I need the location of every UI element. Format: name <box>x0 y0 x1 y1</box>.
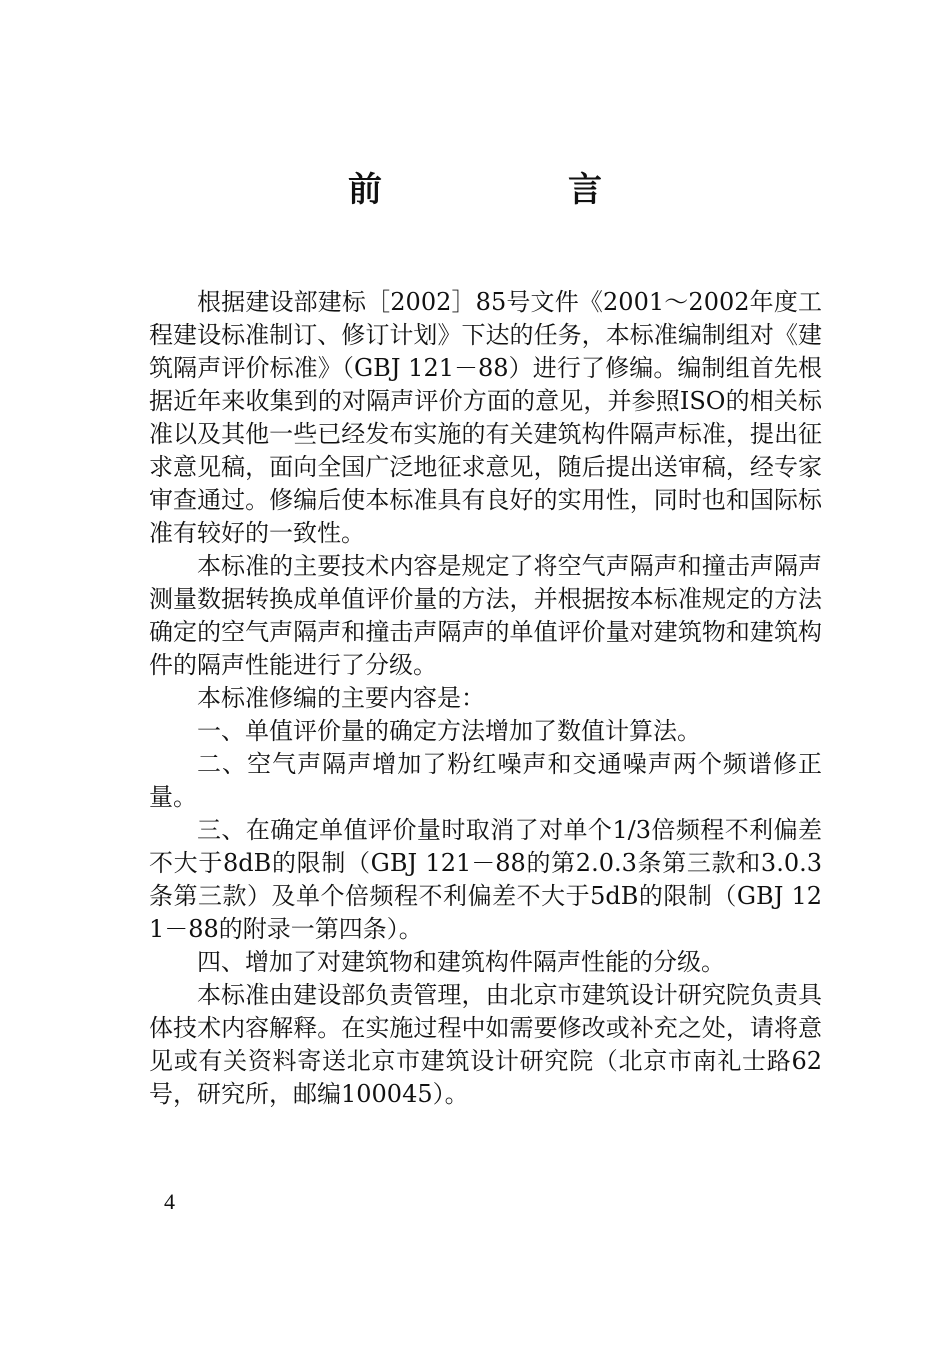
preface-content <box>149 286 822 1111</box>
paragraph-basis: 根据建设部建标［2002］85号文件《2001～2002年度工程建设标准制订、修订计划》下达的任务，本标准编制组对《建筑隔声评价标准》（GBJ 121－88）进行了修编。编制组首先根据近年来收集到的对隔声评价方面的意见，并参照ISO的相关标准以及其他一些已经发布实施的有关建筑构件隔声标准，提出征求意见稿，面向全国广泛地征求意见，随后提出送审稿，经专家审查通过。修编后使本标准具有良好的实用性，同时也和国际标准有较好的一致性。 <box>149 288 822 547</box>
paragraph-management-contact: 本标准由建设部负责管理，由北京市建筑设计研究院负责具体技术内容解释。在实施过程中如需要修改或补充之处，请将意见或有关资料寄送北京市建筑设计研究院（北京市南礼士路62号，研究所，邮编100045）。 <box>149 981 822 1108</box>
paragraph-revision-item-1: 一、单值评价量的确定方法增加了数值计算法。 <box>197 717 701 745</box>
paragraph-revision-intro: 本标准修编的主要内容是： <box>197 684 485 712</box>
paragraph-revision-item-3: 三、在确定单值评价量时取消了对单个1/3倍频程不利偏差不大于8dB的限制（GBJ 121－88的第2.0.3条第三款和3.0.3条第三款）及单个倍频程不利偏差不大于5dB的限制（GBJ 121－88的附录一第四条）。 <box>149 816 822 943</box>
paragraph-revision-item-2: 二、空气声隔声增加了粉红噪声和交通噪声两个频谱修正量。 <box>149 750 822 811</box>
page-number: 4 <box>164 1189 175 1214</box>
page-title: 前 言 <box>348 170 678 210</box>
paragraph-revision-item-4: 四、增加了对建筑物和建筑构件隔声性能的分级。 <box>197 948 725 976</box>
paragraph-main-technical-content: 本标准的主要技术内容是规定了将空气声隔声和撞击声隔声测量数据转换成单值评价量的方法，并根据按本标准规定的方法确定的空气声隔声和撞击声隔声的单值评价量对建筑物和建筑构件的隔声性能进行了分级。 <box>149 552 822 679</box>
